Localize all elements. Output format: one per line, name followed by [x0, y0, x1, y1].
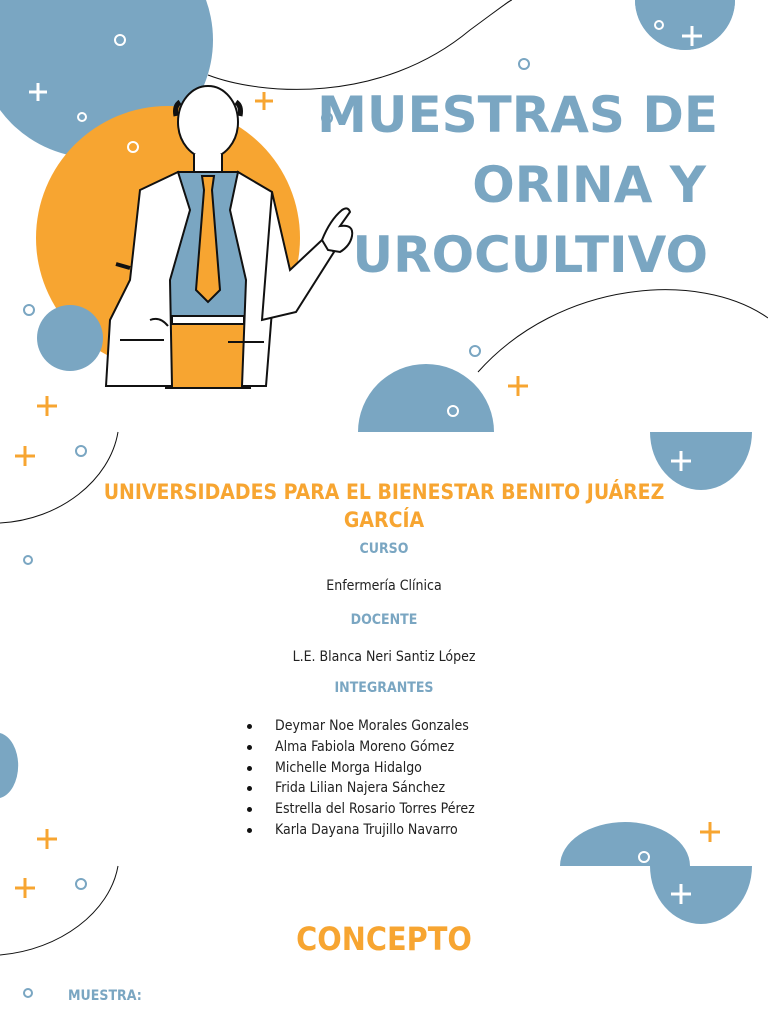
title-line-1: MUESTRAS DE	[317, 86, 718, 144]
members-label: INTEGRANTES	[334, 680, 434, 696]
title-line-3: UROCULTIVO	[352, 226, 708, 284]
list-item: Estrella del Rosario Torres Pérez	[247, 799, 475, 820]
teacher-value: L.E. Blanca Neri Santiz López	[292, 649, 476, 665]
teacher-label: DOCENTE	[350, 612, 418, 628]
page-title	[298, 80, 718, 290]
section-heading: CONCEPTO	[296, 920, 472, 958]
university-name: UNIVERSIDADES PARA EL BIENESTAR BENITO JUÁREZ GARCÍA	[103, 480, 665, 532]
list-item: Karla Dayana Trujillo Navarro	[247, 820, 475, 841]
members-list	[247, 716, 475, 841]
list-item: Alma Fabiola Moreno Gómez	[247, 737, 475, 758]
course-value: Enfermería Clínica	[326, 578, 442, 594]
list-item: Michelle Morga Hidalgo	[247, 758, 475, 779]
course-label: CURSO	[359, 541, 409, 557]
list-item: Deymar Noe Morales Gonzales	[247, 716, 475, 737]
title-line-2: ORINA Y	[472, 156, 706, 214]
list-item: Frida Lilian Najera Sánchez	[247, 778, 475, 799]
subheading: MUESTRA:	[68, 988, 142, 1004]
